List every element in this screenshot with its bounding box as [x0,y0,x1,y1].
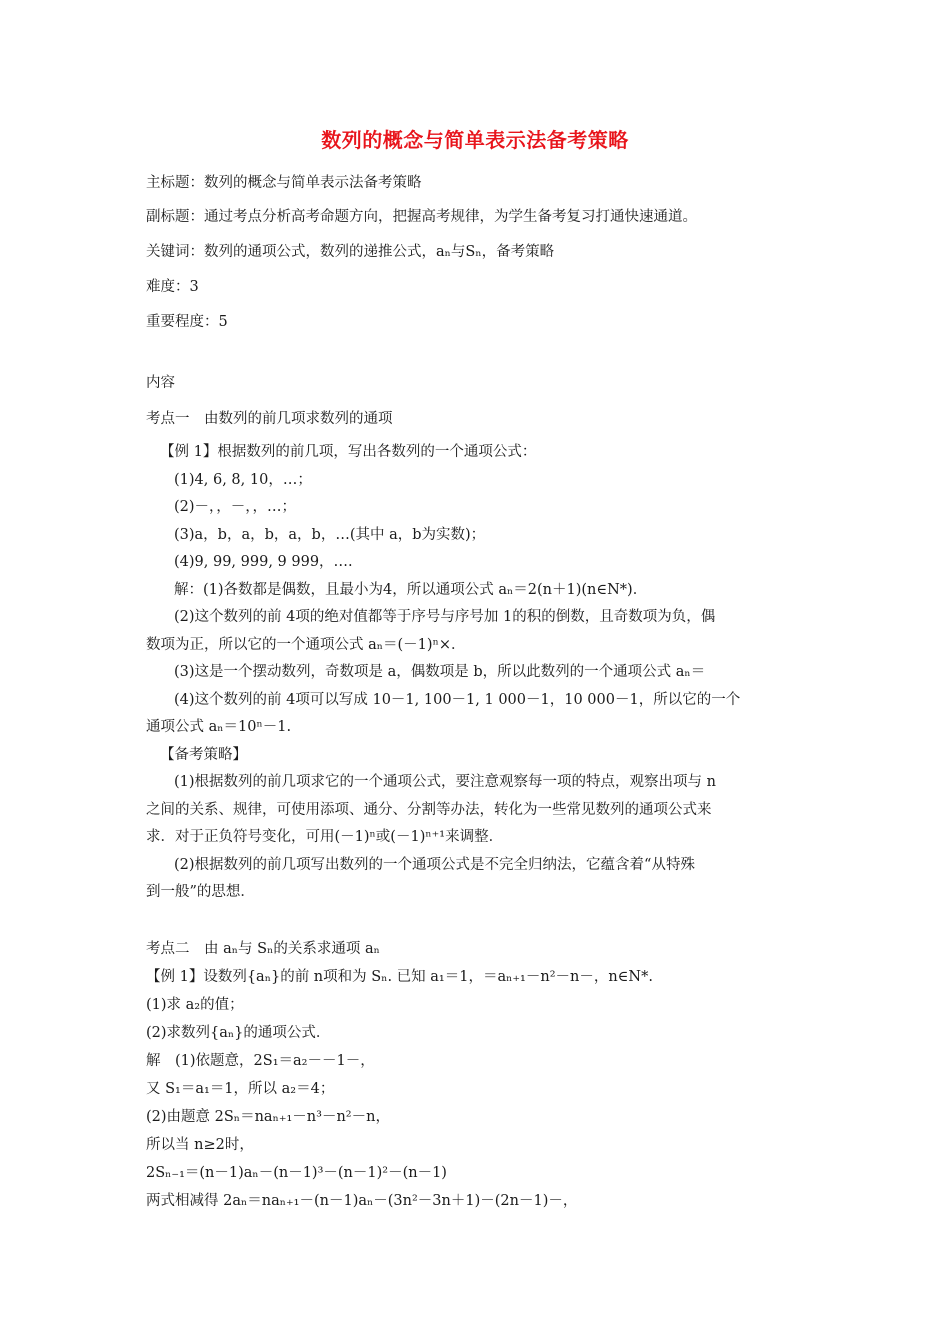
point1-q3: (3)a，b，a，b，a，b，…(其中 a，b为实数)； [174,527,486,543]
keywords-line: 关键词：数列的通项公式，数列的递推公式，aₙ与Sₙ，备考策略 [146,244,555,260]
point1-solution2b: 数项为正，所以它的一个通项公式 aₙ＝(－1)ⁿ×． [146,637,466,653]
point1-heading: 考点一 由数列的前几项求数列的通项 [146,411,393,427]
point1-q2: (2)－，，－，，…； [174,499,297,515]
importance-line: 重要程度：5 [146,314,228,330]
point2-solution5: 2Sₙ₋₁＝(n－1)aₙ－(n－1)³－(n－1)²－(n－1) [146,1165,447,1181]
point2-example: 【例 1】设数列{aₙ}的前 n项和为 Sₙ. 已知 a₁＝1，＝aₙ₊₁－n²－n－，n∈N*. [146,969,653,985]
point2-q1: (1)求 a₂的值； [146,997,244,1013]
point2-heading: 考点二 由 aₙ与 Sₙ的关系求通项 aₙ [146,941,380,957]
point2-solution4: 所以当 n≥2时， [146,1137,254,1153]
strategy1-line2: 之间的关系、规律，可使用添项、通分、分割等办法，转化为一些常见数列的通项公式来 [146,802,712,818]
point2-solution2: 又 S₁＝a₁＝1，所以 a₂＝4； [146,1081,335,1097]
point2-solution1: 解 (1)依题意，2S₁＝a₂－－1－， [146,1053,375,1069]
content-label: 内容 [146,375,175,391]
point2-solution6: 两式相减得 2aₙ＝naₙ₊₁－(n－1)aₙ－(3n²－3n＋1)－(2n－1)－， [146,1193,578,1209]
point2-q2: (2)求数列{aₙ}的通项公式． [146,1025,331,1041]
subtitle-line: 副标题：通过考点分析高考命题方向，把握高考规律，为学生备考复习打通快速通道。 [146,209,697,225]
point1-solution4a: (4)这个数列的前 4项可以写成 10－1, 100－1, 1 000－1，10 000－1，所以它的一个 [174,692,741,708]
strategy-heading: 【备考策略】 [160,747,247,763]
strategy1-line1: (1)根据数列的前几项求它的一个通项公式，要注意观察每一项的特点，观察出项与 n [174,774,716,790]
point2-solution3: (2)由题意 2Sₙ＝naₙ₊₁－n³－n²－n， [146,1109,390,1125]
point1-solution2a: (2)这个数列的前 4项的绝对值都等于序号与序号加 1的积的倒数，且奇数项为负，偶 [174,609,716,625]
difficulty-line: 难度：3 [146,279,199,295]
main-title-line: 主标题：数列的概念与简单表示法备考策略 [146,175,422,191]
strategy1-line3: 求．对于正负符号变化，可用(－1)ⁿ或(－1)ⁿ⁺¹来调整． [146,829,504,845]
point1-solution4b: 通项公式 aₙ＝10ⁿ－1. [146,719,292,735]
point1-example: 【例 1】根据数列的前几项，写出各数列的一个通项公式： [160,444,537,460]
point1-solution3: (3)这是一个摆动数列，奇数项是 a，偶数项是 b，所以此数列的一个通项公式 aₙ＝ [174,664,706,680]
point1-q1: (1)4, 6, 8, 10，…； [174,472,312,488]
point1-q4: (4)9, 99, 999, 9 999，…. [174,554,353,570]
strategy2-line2: 到一般”的思想． [146,884,255,900]
point1-solution1: 解：(1)各数都是偶数，且最小为4，所以通项公式 aₙ＝2(n＋1)(n∈N*)． [174,582,648,598]
document-title: 数列的概念与简单表示法备考策略 [321,128,629,152]
strategy2-line1: (2)根据数列的前几项写出数列的一个通项公式是不完全归纳法，它蕴含着“从特殊 [174,857,695,873]
